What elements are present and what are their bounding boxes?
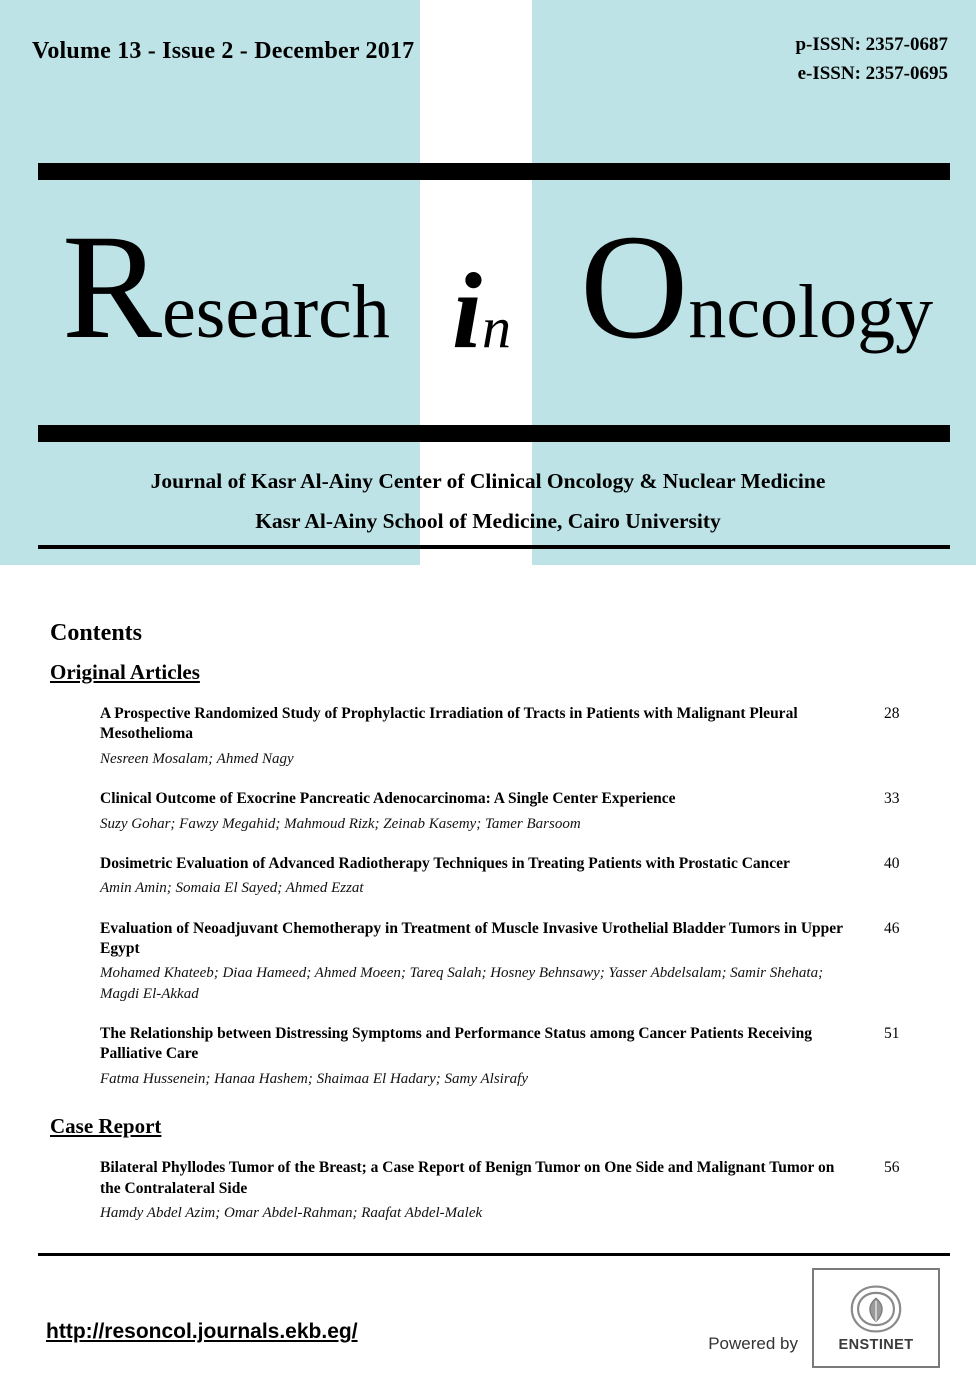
logo-rule-top: [38, 163, 950, 180]
toc-section-case-report: [50, 1114, 930, 1232]
toc-entry-text: [50, 1024, 870, 1089]
logo-research-rest: esearch: [162, 270, 390, 354]
list-item[interactable]: [50, 908, 930, 1013]
article-page-number: 33: [884, 790, 900, 808]
list-item[interactable]: [50, 778, 930, 843]
contents-heading: Contents: [50, 620, 143, 646]
toc-entry-text: [50, 789, 870, 834]
toc-entry-text: [50, 1158, 870, 1223]
toc-entry-text: [50, 854, 870, 899]
list-item[interactable]: [50, 843, 930, 908]
article-authors: Suzy Gohar; Fawzy Megahid; Mahmoud Rizk; Zeinab Kasemy; Tamer Barsoom: [100, 815, 581, 832]
article-authors: Mohamed Khateeb; Diaa Hameed; Ahmed Moeen; Tareq Salah; Hosney Behnsawy; Yasser Abdelsalam; Samir Shehata; Magdi El-Akkad: [100, 965, 824, 1002]
article-page-number: 56: [884, 1159, 900, 1177]
issn-electronic: e-ISSN: 2357-0695: [797, 63, 948, 85]
article-authors: Nesreen Mosalam; Ahmed Nagy: [100, 750, 294, 767]
enstinet-logo: [812, 1268, 940, 1368]
logo-in-capital: i: [452, 252, 483, 371]
toc-section-original-articles: [50, 660, 930, 1098]
issn-print: p-ISSN: 2357-0687: [795, 34, 948, 55]
powered-by-label: Powered by: [708, 1334, 798, 1353]
logo-word-in: [452, 250, 511, 374]
article-title[interactable]: Clinical Outcome of Exocrine Pancreatic Adenocarcinoma: A Single Center Experience: [100, 790, 676, 808]
toc-item-list: [50, 691, 930, 1098]
section-heading: Original Articles: [50, 660, 200, 684]
list-item[interactable]: [50, 1013, 930, 1098]
article-page-number: 28: [884, 705, 900, 722]
journal-subtitle: [0, 462, 976, 542]
list-item[interactable]: [50, 1145, 930, 1232]
article-authors: Amin Amin; Somaia El Sayed; Ahmed Ezzat: [100, 880, 364, 897]
table-of-contents: [50, 660, 930, 1236]
article-title[interactable]: A Prospective Randomized Study of Prophylactic Irradiation of Tracts in Patients with Malignant Pleural Mesothelioma: [100, 705, 798, 743]
logo-oncology-rest: ncology: [688, 270, 934, 354]
subtitle-line-2: Kasr Al-Ainy School of Medicine, Cairo University: [255, 508, 721, 533]
article-title[interactable]: Dosimetric Evaluation of Advanced Radiotherapy Techniques in Treating Patients with Prostatic Cancer: [100, 854, 790, 872]
toc-item-list: [50, 1145, 930, 1232]
toc-entry-text: [50, 704, 870, 769]
logo-word-research: [62, 204, 390, 370]
enstinet-mark-icon: [849, 1283, 903, 1335]
journal-logo: [38, 186, 950, 422]
article-authors: Fatma Hussenein; Hanaa Hashem; Shaimaa El Hadary; Samy Alsirafy: [100, 1070, 529, 1087]
toc-entry-text: [50, 919, 870, 1004]
article-title[interactable]: Bilateral Phyllodes Tumor of the Breast; a Case Report of Benign Tumor on One Side and Malignant Tumor on the Contralateral Side: [100, 1159, 835, 1197]
section-heading: Case Report: [50, 1114, 162, 1139]
logo-in-rest: n: [482, 295, 512, 360]
article-authors: Hamdy Abdel Azim; Omar Abdel-Rahman; Raafat Abdel-Malek: [100, 1205, 483, 1222]
divider-above-footer: [38, 1253, 950, 1256]
divider-above-contents: [38, 545, 950, 549]
article-page-number: 51: [884, 1024, 900, 1042]
logo-oncology-capital: O: [580, 204, 689, 370]
logo-research-capital: R: [62, 204, 163, 370]
article-title[interactable]: Evaluation of Neoadjuvant Chemotherapy in Treatment of Muscle Invasive Urothelial Bladder Tumors in Upper Egypt: [100, 919, 843, 958]
article-page-number: 40: [884, 854, 900, 872]
journal-website-link[interactable]: http://resoncol.journals.ekb.eg/: [46, 1320, 358, 1343]
issn-block: [795, 30, 948, 89]
enstinet-label: ENSTINET: [838, 1337, 914, 1353]
article-title[interactable]: The Relationship between Distressing Symptoms and Performance Status among Cancer Patients Receiving Palliative Care: [100, 1024, 812, 1063]
subtitle-line-1: Journal of Kasr Al-Ainy Center of Clinical Oncology & Nuclear Medicine: [150, 469, 826, 493]
issue-line: Volume 13 - Issue 2 - December 2017: [32, 38, 415, 64]
logo-rule-bottom: [38, 425, 950, 442]
list-item[interactable]: [50, 691, 930, 778]
logo-word-oncology: [580, 204, 934, 370]
article-page-number: 46: [884, 919, 900, 937]
